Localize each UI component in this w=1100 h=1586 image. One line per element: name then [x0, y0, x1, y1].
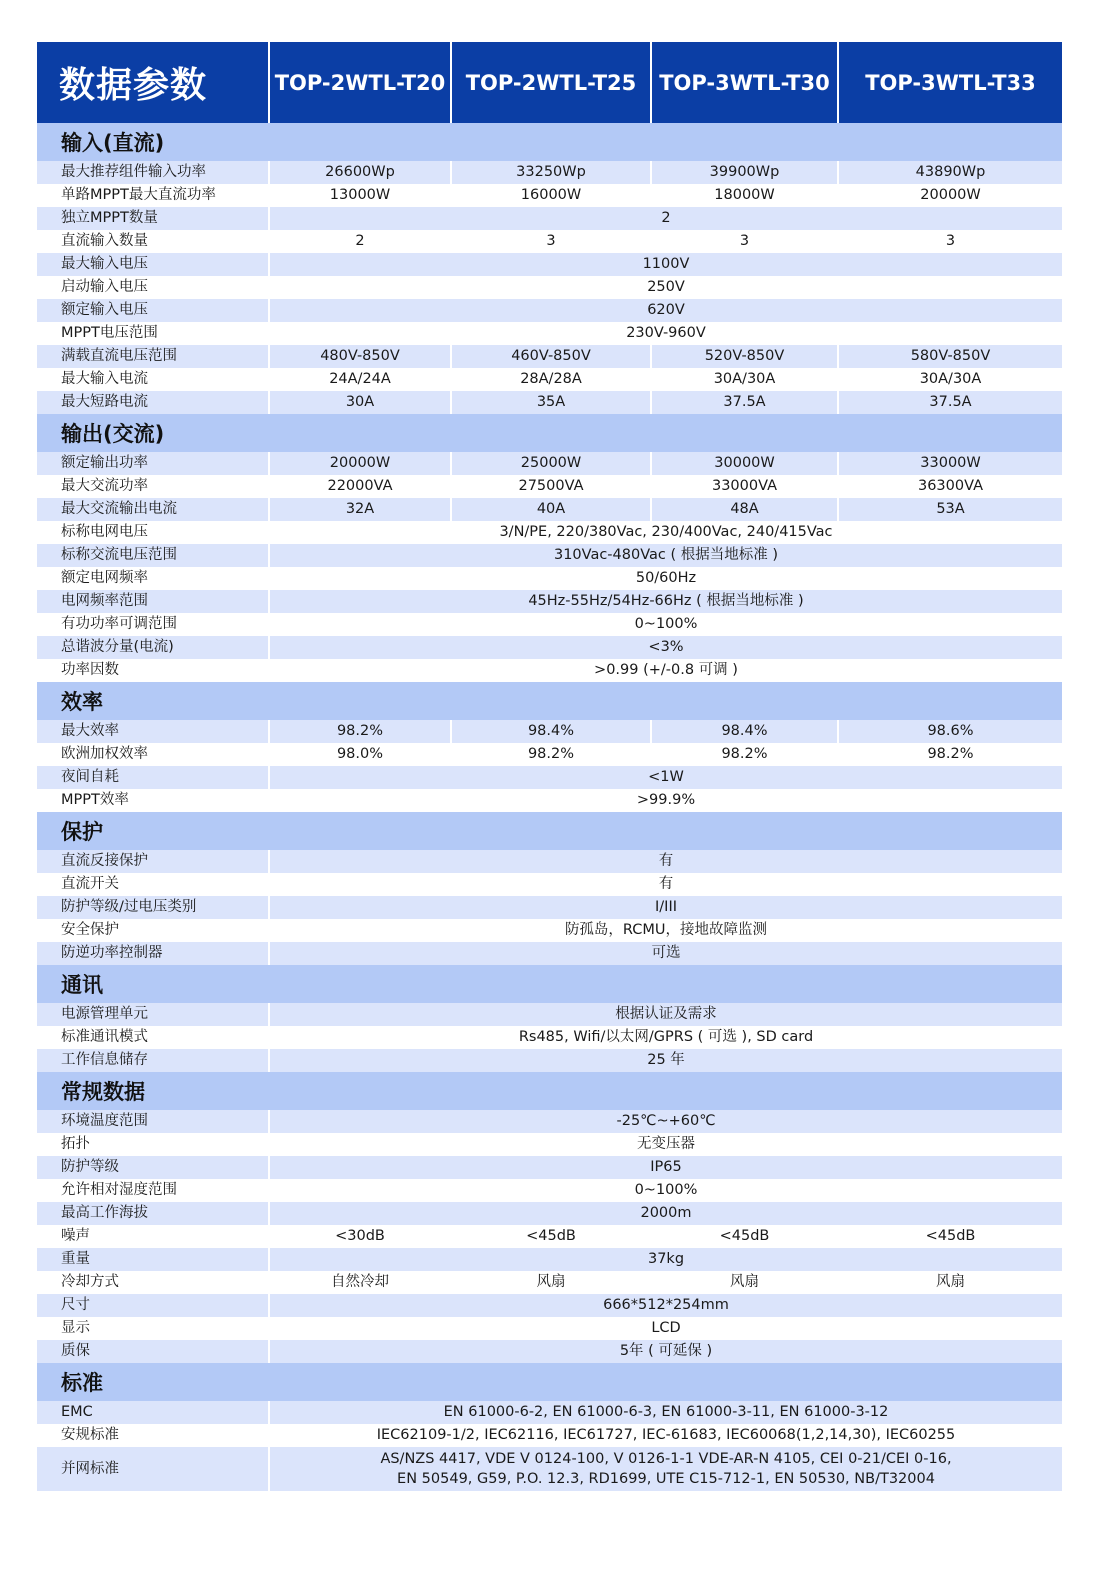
- cell-value: <45dB: [838, 1225, 1062, 1248]
- cell-value: 3: [838, 230, 1062, 253]
- section-header: [37, 1363, 1062, 1401]
- table-row: [37, 1340, 1062, 1363]
- table-row: [37, 1225, 1062, 1248]
- row-label: 直流反接保护: [37, 850, 269, 873]
- cell-value: I/III: [269, 896, 1062, 919]
- cell-value: 36300VA: [838, 475, 1062, 498]
- cell-value: 可选: [269, 942, 1062, 965]
- cell-value: 自然冷却: [269, 1271, 451, 1294]
- cell-value: 22000VA: [269, 475, 451, 498]
- table-row: [37, 1026, 1062, 1049]
- row-label: 启动输入电压: [37, 276, 269, 299]
- cell-value: 风扇: [651, 1271, 838, 1294]
- cell-value: 620V: [269, 299, 1062, 322]
- row-label: 环境温度范围: [37, 1110, 269, 1133]
- table-row: [37, 345, 1062, 368]
- cell-value: 98.2%: [651, 743, 838, 766]
- cell-value: 防孤岛，RCMU，接地故障监测: [269, 919, 1062, 942]
- section-title: 常规数据: [37, 1072, 1062, 1110]
- table-row: [37, 1317, 1062, 1340]
- cell-value: 45Hz-55Hz/54Hz-66Hz ( 根据当地标准 ): [269, 590, 1062, 613]
- cell-value: 35A: [451, 391, 651, 414]
- cell-value: 460V-850V: [451, 345, 651, 368]
- table-row: [37, 299, 1062, 322]
- row-label: 冷却方式: [37, 1271, 269, 1294]
- cell-value: 48A: [651, 498, 838, 521]
- table-row: [37, 567, 1062, 590]
- header-row: [37, 42, 1062, 123]
- cell-value: <30dB: [269, 1225, 451, 1248]
- table-row: [37, 1248, 1062, 1271]
- table-row: [37, 789, 1062, 812]
- cell-value: 0~100%: [269, 1179, 1062, 1202]
- table-row: [37, 452, 1062, 475]
- cell-value: 33000VA: [651, 475, 838, 498]
- cell-value: 18000W: [651, 184, 838, 207]
- cell-value: IP65: [269, 1156, 1062, 1179]
- row-label: 有功功率可调范围: [37, 613, 269, 636]
- cell-value: 37.5A: [838, 391, 1062, 414]
- row-label: 拓扑: [37, 1133, 269, 1156]
- cell-value: >0.99 (+/-0.8 可调 ): [269, 659, 1062, 682]
- section-header: [37, 1072, 1062, 1110]
- cell-value: 28A/28A: [451, 368, 651, 391]
- row-label: MPPT效率: [37, 789, 269, 812]
- cell-value: 32A: [269, 498, 451, 521]
- cell-value: 39900Wp: [651, 161, 838, 184]
- row-label: 标称交流电压范围: [37, 544, 269, 567]
- row-label: 电网频率范围: [37, 590, 269, 613]
- table-row: [37, 1424, 1062, 1447]
- cell-value: <45dB: [451, 1225, 651, 1248]
- row-label: 质保: [37, 1340, 269, 1363]
- row-label: 夜间自耗: [37, 766, 269, 789]
- cell-value: 580V-850V: [838, 345, 1062, 368]
- parameter-table: [37, 42, 1062, 1491]
- cell-value: 250V: [269, 276, 1062, 299]
- table-row: [37, 521, 1062, 544]
- table-row: [37, 253, 1062, 276]
- row-label: 直流输入数量: [37, 230, 269, 253]
- table-row: [37, 873, 1062, 896]
- row-label: 安全保护: [37, 919, 269, 942]
- cell-value: 无变压器: [269, 1133, 1062, 1156]
- table-row: [37, 919, 1062, 942]
- cell-value: >99.9%: [269, 789, 1062, 812]
- cell-value: 24A/24A: [269, 368, 451, 391]
- table-row: [37, 207, 1062, 230]
- table-row: [37, 544, 1062, 567]
- row-label: 额定输入电压: [37, 299, 269, 322]
- cell-value: 26600Wp: [269, 161, 451, 184]
- section-title: 输入(直流): [37, 123, 1062, 161]
- table-row: [37, 322, 1062, 345]
- cell-line: AS/NZS 4417, VDE V 0124-100, V 0126-1-1 VDE-AR-N 4105, CEI 0-21/CEI 0-16,: [380, 1451, 952, 1467]
- cell-value: 1100V: [269, 253, 1062, 276]
- spec-sheet: [37, 42, 1062, 1491]
- cell-value: Rs485, Wifi/以太网/GPRS ( 可选 ), SD card: [269, 1026, 1062, 1049]
- table-row: [37, 1271, 1062, 1294]
- cell-value: 根据认证及需求: [269, 1003, 1062, 1026]
- cell-value: 480V-850V: [269, 345, 451, 368]
- table-row: [37, 1110, 1062, 1133]
- cell-value: 37kg: [269, 1248, 1062, 1271]
- row-label: 最大推荐组件输入功率: [37, 161, 269, 184]
- table-row: [37, 850, 1062, 873]
- table-row: [37, 590, 1062, 613]
- table-row: [37, 1049, 1062, 1072]
- cell-value: 98.0%: [269, 743, 451, 766]
- row-label: MPPT电压范围: [37, 322, 269, 345]
- table-row: [37, 743, 1062, 766]
- row-label: 功率因数: [37, 659, 269, 682]
- cell-value: 0~100%: [269, 613, 1062, 636]
- cell-value: -25℃~+60℃: [269, 1110, 1062, 1133]
- section-header: [37, 965, 1062, 1003]
- model-header-4: TOP-3WTL-T33: [838, 42, 1062, 123]
- cell-value: 16000W: [451, 184, 651, 207]
- section-title: 效率: [37, 682, 1062, 720]
- cell-value: 98.2%: [269, 720, 451, 743]
- cell-value: 20000W: [838, 184, 1062, 207]
- table-row: [37, 475, 1062, 498]
- row-label: 重量: [37, 1248, 269, 1271]
- cell-value: 3: [451, 230, 651, 253]
- cell-value: <3%: [269, 636, 1062, 659]
- table-row: [37, 1294, 1062, 1317]
- table-body: [37, 123, 1062, 1491]
- section-header: [37, 123, 1062, 161]
- table-row: [37, 161, 1062, 184]
- cell-value: 有: [269, 850, 1062, 873]
- table-title: 数据参数: [37, 42, 269, 123]
- table-row: [37, 896, 1062, 919]
- cell-value: 37.5A: [651, 391, 838, 414]
- table-row: [37, 184, 1062, 207]
- cell-value: <1W: [269, 766, 1062, 789]
- cell-value: LCD: [269, 1317, 1062, 1340]
- row-label: 防护等级/过电压类别: [37, 896, 269, 919]
- cell-value: 98.4%: [451, 720, 651, 743]
- table-row: [37, 942, 1062, 965]
- row-label: EMC: [37, 1401, 269, 1424]
- row-label: 并网标准: [37, 1447, 269, 1491]
- cell-value: 50/60Hz: [269, 567, 1062, 590]
- cell-value: 30000W: [651, 452, 838, 475]
- row-label: 欧洲加权效率: [37, 743, 269, 766]
- cell-value: 310Vac-480Vac ( 根据当地标准 ): [269, 544, 1062, 567]
- row-label: 最高工作海拔: [37, 1202, 269, 1225]
- cell-value: 98.2%: [838, 743, 1062, 766]
- cell-value: 风扇: [451, 1271, 651, 1294]
- table-row: [37, 498, 1062, 521]
- table-row: [37, 1003, 1062, 1026]
- table-row: [37, 1202, 1062, 1225]
- cell-value: 3/N/PE, 220/380Vac, 230/400Vac, 240/415Vac: [269, 521, 1062, 544]
- cell-value: 43890Wp: [838, 161, 1062, 184]
- model-header-2: TOP-2WTL-T25: [451, 42, 651, 123]
- cell-value: 20000W: [269, 452, 451, 475]
- row-label: 最大短路电流: [37, 391, 269, 414]
- cell-value: 33000W: [838, 452, 1062, 475]
- cell-value: 98.2%: [451, 743, 651, 766]
- row-label: 最大交流功率: [37, 475, 269, 498]
- table-row: [37, 766, 1062, 789]
- row-label: 最大效率: [37, 720, 269, 743]
- row-label: 额定电网频率: [37, 567, 269, 590]
- cell-value: 有: [269, 873, 1062, 896]
- cell-value: 230V-960V: [269, 322, 1062, 345]
- cell-value: 98.6%: [838, 720, 1062, 743]
- cell-value: 30A/30A: [838, 368, 1062, 391]
- table-row: [37, 636, 1062, 659]
- model-header-1: TOP-2WTL-T20: [269, 42, 451, 123]
- cell-value: 2: [269, 207, 1062, 230]
- row-label: 安规标准: [37, 1424, 269, 1447]
- cell-value: 2000m: [269, 1202, 1062, 1225]
- cell-value: <45dB: [651, 1225, 838, 1248]
- row-label: 最大输入电流: [37, 368, 269, 391]
- cell-value: 13000W: [269, 184, 451, 207]
- cell-value: 3: [651, 230, 838, 253]
- cell-value: 风扇: [838, 1271, 1062, 1294]
- table-row: [37, 659, 1062, 682]
- section-header: [37, 682, 1062, 720]
- table-row: [37, 230, 1062, 253]
- row-label: 尺寸: [37, 1294, 269, 1317]
- row-label: 单路MPPT最大直流功率: [37, 184, 269, 207]
- cell-value: 30A/30A: [651, 368, 838, 391]
- cell-value: 666*512*254mm: [269, 1294, 1062, 1317]
- section-title: 通讯: [37, 965, 1062, 1003]
- cell-value: 25 年: [269, 1049, 1062, 1072]
- cell-value: 25000W: [451, 452, 651, 475]
- row-label: 电源管理单元: [37, 1003, 269, 1026]
- row-label: 防护等级: [37, 1156, 269, 1179]
- cell-value: 5年 ( 可延保 ): [269, 1340, 1062, 1363]
- table-row: [37, 1133, 1062, 1156]
- table-row: [37, 368, 1062, 391]
- row-label: 防逆功率控制器: [37, 942, 269, 965]
- row-label: 标准通讯模式: [37, 1026, 269, 1049]
- cell-value: 520V-850V: [651, 345, 838, 368]
- table-row: [37, 1401, 1062, 1424]
- cell-line: EN 50549, G59, P.O. 12.3, RD1699, UTE C15-712-1, EN 50530, NB/T32004: [397, 1471, 935, 1487]
- section-header: [37, 414, 1062, 452]
- cell-value: 40A: [451, 498, 651, 521]
- table-row: [37, 276, 1062, 299]
- cell-value: 33250Wp: [451, 161, 651, 184]
- cell-value: [269, 1447, 1062, 1491]
- row-label: 允许相对湿度范围: [37, 1179, 269, 1202]
- cell-value: 98.4%: [651, 720, 838, 743]
- table-row: [37, 1156, 1062, 1179]
- row-label: 显示: [37, 1317, 269, 1340]
- row-label: 总谐波分量(电流): [37, 636, 269, 659]
- row-label: 噪声: [37, 1225, 269, 1248]
- table-row: [37, 613, 1062, 636]
- row-label: 工作信息储存: [37, 1049, 269, 1072]
- section-header: [37, 812, 1062, 850]
- cell-value: 27500VA: [451, 475, 651, 498]
- row-label: 满载直流电压范围: [37, 345, 269, 368]
- section-title: 输出(交流): [37, 414, 1062, 452]
- row-label: 额定输出功率: [37, 452, 269, 475]
- table-row: [37, 1179, 1062, 1202]
- table-row: [37, 720, 1062, 743]
- row-label: 最大输入电压: [37, 253, 269, 276]
- row-label: 直流开关: [37, 873, 269, 896]
- table-row: [37, 1447, 1062, 1491]
- cell-value: 2: [269, 230, 451, 253]
- section-title: 保护: [37, 812, 1062, 850]
- cell-value: EN 61000-6-2, EN 61000-6-3, EN 61000-3-11, EN 61000-3-12: [269, 1401, 1062, 1424]
- row-label: 最大交流输出电流: [37, 498, 269, 521]
- model-header-3: TOP-3WTL-T30: [651, 42, 838, 123]
- row-label: 独立MPPT数量: [37, 207, 269, 230]
- cell-value: IEC62109-1/2, IEC62116, IEC61727, IEC-61683, IEC60068(1,2,14,30), IEC60255: [269, 1424, 1062, 1447]
- cell-value: 30A: [269, 391, 451, 414]
- row-label: 标称电网电压: [37, 521, 269, 544]
- table-row: [37, 391, 1062, 414]
- section-title: 标准: [37, 1363, 1062, 1401]
- cell-value: 53A: [838, 498, 1062, 521]
